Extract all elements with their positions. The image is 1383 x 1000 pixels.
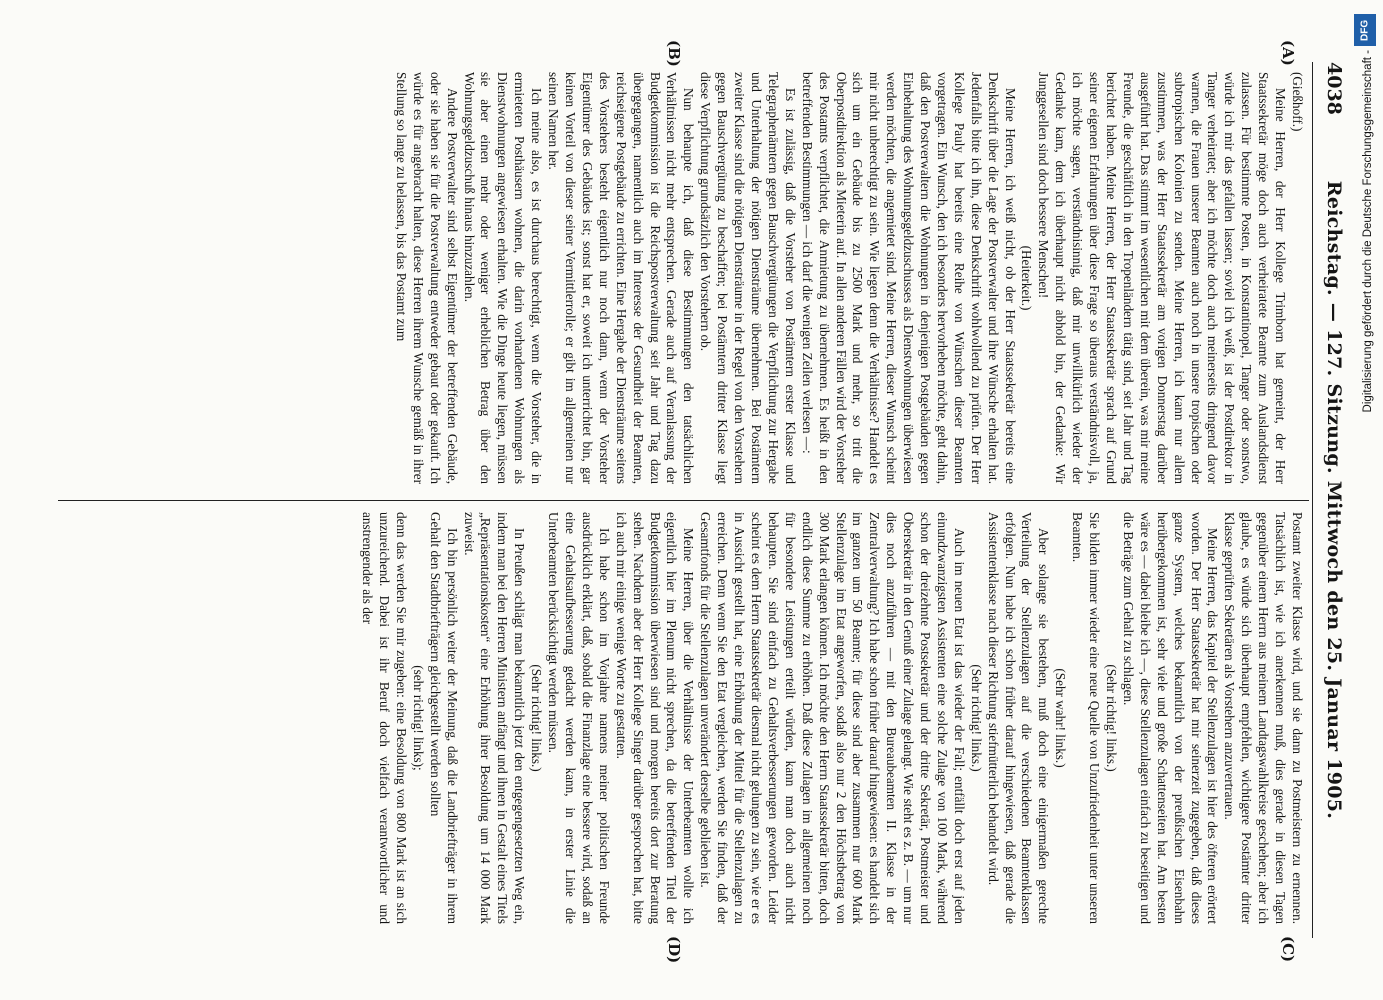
paragraph: Meine Herren, der Herr Kollege Trimborn hat gemeint, der Herr Staatssekretär möge doch auch verheiratete Beamte zum Auslandsdienst zulassen. Für bestimmte Posten, in Konstantinopel, Tanger oder sonstwo, würde ich mir das gefallen lassen; soviel ich weiß, ist der Postdirektor in Tanger verheiratet; aber ich möchte doch auch meinerseits dringend davor warnen, die Frauen unserer Beamten auch noch in unsere tropischen oder subtropischen Kolonien zu senden. Meine Herren, ich kann nur allem zustimmen, was der Herr Staatssekretär am vorigen Donnerstag darüber ausgeführt hat. Das stimmt im wesentlichen mit dem überein, was mir meine Freunde, die geschäftlich in den Tropenländern tätig sind, seit Jahr und Tag berichtet haben. Meine Herren, der Herr Staatssekretär sprach auf Grund seiner eigenen Erfahrungen über diese Frage so überaus verständnisvoll, ja, ich möchte sagen, verständnisinnig, daß mir unwillkürlich wieder der Gedanke kam, dem ich überhaupt nicht abhold bin, der Gedanke: Wir Junggesellen sind doch bessere Menschen! [1036,72,1289,484]
page-header [1315,62,1345,938]
margin-marker-a: (A) [1279,40,1297,66]
paragraph: (Sehr richtig! links.) [1104,664,1120,772]
margin-marker-b: (B) [665,40,683,67]
paragraph: (Sehr richtig! links.) [529,664,545,772]
margin-marker-d: (D) [665,936,683,964]
paragraph: Meine Herren, ich weiß nicht, ob der Herr Staatssekretär bereits eine Denkschrift über die Lage der Postverwalter und ihre Wünsche erhalten hat. Jedenfalls bitte ich ihn, diese Denkschrift wohlwollend zu prüfen. Der Herr Kollege Pauly hat bereits eine Reihe von Wünschen dieser Beamten vorgetragen. Ein Wunsch, den ich besonders hervorheben möchte, geht dahin, daß den Postverwaltern die Wohnungen in denjenigen Postgebäuden gegen Einbehaltung des Wohnungsgeldzuschusses als Dienstwohnungen überwiesen werden möchten, die angemietet sind. Meine Herren, dieser Wunsch scheint mir nicht unberechtigt zu sein. Wie liegen denn die Verhältnisse? Handelt es sich um ein Gebäude bis zu 2500 Mark und mehr, so tritt die Oberpostdirektion als Mieterin auf. In allen anderen Fällen wird der Vorsteher des Postamts verpflichtet, die Anmietung zu übernehmen. Es heißt in den betreffenden Bestimmungen — ich darf die wenigen Zeilen verlesen —: [799,72,1018,484]
paragraph: Ich bin persönlich weiter der Meinung, daß die Landbriefträger in ihrem Gehalt den Stadtbriefträgern gleichgestellt werden sollten [427,512,460,924]
header-rule [1312,62,1313,938]
margin-marker-c: (C) [1279,936,1297,963]
paragraph: Meine Herren, das Kapitel der Stellenzulagen ist hier des öfteren erörtert worden. Der Herr Staatssekretär hat mir seinerzeit zugegeben, daß dieses ganze System, welches bekanntlich von der preußischen Eisenbahn herübergekommen ist, sehr viele und große Schattenseiten hat. Am besten wäre es — dabei bleibe ich —, diese Stellenzulagen einfach zu beseitigen und die Beträge zum Gehalt zu schlagen. [1120,512,1221,924]
paragraph: Andere Postverwalter sind selbst Eigentümer der betreffenden Gebäude, oder sie haben sie für die Postverwaltung entweder gebaut oder gekauft. Ich würde es für angebracht halten, diese Herren ihrem Wunsche gemäß in ihrer Stellung so lange zu belassen, bis das Postamt zum [393,72,460,484]
column-divider [58,500,1309,501]
paragraph: (Heiterkeit.) [1019,245,1035,311]
digitization-stamp [1352,8,1378,658]
page-number: 4038 [1323,62,1345,115]
paragraph: Postamt zweiter Klasse wird, und sie dann zu Postmeistern zu ernennen. Tatsächlich ist, wie ich anerkennen muß, dies gerade in diesen Tagen gegenüber einem Herrn aus meinem Landtagswahlkreise geschehen; aber ich glaube, es würde sich überhaupt empfehlen, wichtigere Postämter dritter Klasse geprüften Sekretären als Vorstehern anzuvertrauen. [1222,512,1305,924]
paragraph: Aber solange sie bestehen, muß doch eine einigermaßen gerechte Verteilung der Stellenzulagen auf die verschiedenen Beamtenklassen erfolgen. Nun habe ich schon früher darauf hingewiesen, daß gerade die Assistentenklasse nach dieser Richtung stiefmütterlich behandelt wird. [985,512,1052,924]
paragraph: Es ist zulässig, daß die Vorsteher von Postämtern erster Klasse und Telegraphenämtern gegen Bauschvergütungen die Verpflichtung zur Hergabe und Unterhaltung der nötigen Diensträume übernehmen. Bei Postämtern zweiter Klasse sind die nötigen Diensträume in der Regel von den Vorstehern gegen Bauschvergütung zu beschaffen; bei Postämtern dritter Klasse liegt diese Verpflichtung grundsätzlich den Vorstehern ob. [698,72,798,484]
paragraph: Meine Herren, über die Verhältnisse der Unterbeamten wollte ich eigentlich hier im Plenum nicht sprechen, da die betreffenden Titel der Budgetkommission überwiesen sind und morgen bereits dort zur Beratung stehen. Nachdem aber der Herr Kollege Singer darüber gesprochen hat, bitte ich auch mir einige wenige Worte zu gestatten. [613,512,697,924]
paragraph: (Gießhoff.) [1290,72,1305,132]
stamp-text: Digitalisierung gefördert durch die Deutsche Forschungsgemeinschaft - [1362,50,1374,413]
paragraph: In Preußen schlägt man bekanntlich jetzt den entgegengesetzten Weg ein, indem man bei den Herren Ministern anfängt und ihnen in Gestalt eines Titels „Repräsentationskosten“ eine Erhöhung ihrer Besoldung um 14 000 Mark zuweist. [461,512,528,924]
paragraph: Sie bilden immer wieder eine neue Quelle von Unzufriedenheit unter unseren Beamten. [1070,512,1103,924]
paragraph: Nun behaupte ich, daß diese Bestimmungen den tatsächlichen Verhältnissen nicht mehr entsprechen. Gerade auch auf Veranlassung der Budgetkommission ist die Reichspostverwaltung seit Jahr und Tag dazu übergegangen, namentlich auch im Interesse der Gesundheit der Beamten, reichseigene Postgebäude zu errichten. Eine Hergabe der Diensträume seitens des Vorstehers besteht eigentlich nur noch dann, wenn der Vorsteher Eigentümer des Gebäudes ist; sonst hat er, soweit ich unterrichtet bin, gar keinen Vorteil von dieser seiner Vermittlerrolle; er gibt im allgemeinen nur seinen Namen her. [546,72,697,484]
paragraph: (Sehr richtig! links.) [968,664,984,772]
right-column [65,512,1305,924]
page-title: Reichstag. — 127. Sitzung. Mittwoch den 25. Januar 1905. [1323,180,1345,820]
paragraph: Auch im neuen Etat ist das wieder der Fall; entfällt doch erst auf jeden einundzwanzigsten Assistenten eine solche Zulage von 100 Mark, während schon der dreizehnte Postsekretär und der dritte Sekretär, Postmeister und Obersekretär in den Genuß einer Zulage gelangt. Wie steht es z. B. — um nur dies noch anzuführen — mit den Bureaubeamten II. Klasse in der Zentralverwaltung? Ich habe schon früher darauf hingewiesen: es handelt sich im ganzen um 50 Beamte; für diese sind aber zusammen nur 600 Mark Stellenzulage im Etat angeworfen, sodaß also nur 2 den Höchstbetrag von 300 Mark erlangen können. Ich möchte den Herrn Staatssekretär bitten, doch endlich diese Summe zu erhöhen. Daß diese Zulagen im allgemeinen noch für besondere Leistungen erteilt würden, kann man doch auch nicht behaupten. Sie sind einfach zu Gehaltsverbesserungen geworden. Leider scheint es dem Herrn Staatssekretär diesmal nicht gelungen zu sein, wie er es in Aussicht gestellt hat, eine Erhöhung der Mittel für die Stellenzulagen zu erreichen. Denn wenn Sie den Etat vergleichen, werden Sie finden, daß der Gesamtfonds für die Stellenzulagen unverändert derselbe geblieben ist. [698,512,967,924]
paragraph: (Sehr wahr! links.) [1053,668,1069,768]
dfg-logo: DFG [1354,14,1376,46]
paragraph: (sehr richtig! links); [410,665,426,771]
paragraph: denn das werden Sie mir zugeben: eine Besoldung von 800 Mark ist an sich unzureichend. Dabei ist ihr Beruf doch vielfach verantwortlicher und anstrengender als der [360,512,409,924]
paragraph: Ich habe schon im Vorjahre namens meiner politischen Freunde ausdrücklich erklärt, daß, sobald die Finanzlage eine bessere wird, sodaß an eine Gehaltsaufbesserung gedacht werden kann, in erster Linie die Unterbeamten berücksichtigt werden müssen. [546,512,612,924]
paragraph: Ich meine also, es ist durchaus berechtigt, wenn die Vorsteher, die in ermieteten Posthäusern wohnen, die darin vorhandenen Wohnungen als Dienstwohnungen angewiesen erhalten. Wie die Dinge heute liegen, müssen sie aber einen mehr oder weniger erheblichen Betrag über den Wohnungsgeldzuschuß hinaus hinzuzahlen. [461,72,545,484]
left-column [65,72,1305,484]
